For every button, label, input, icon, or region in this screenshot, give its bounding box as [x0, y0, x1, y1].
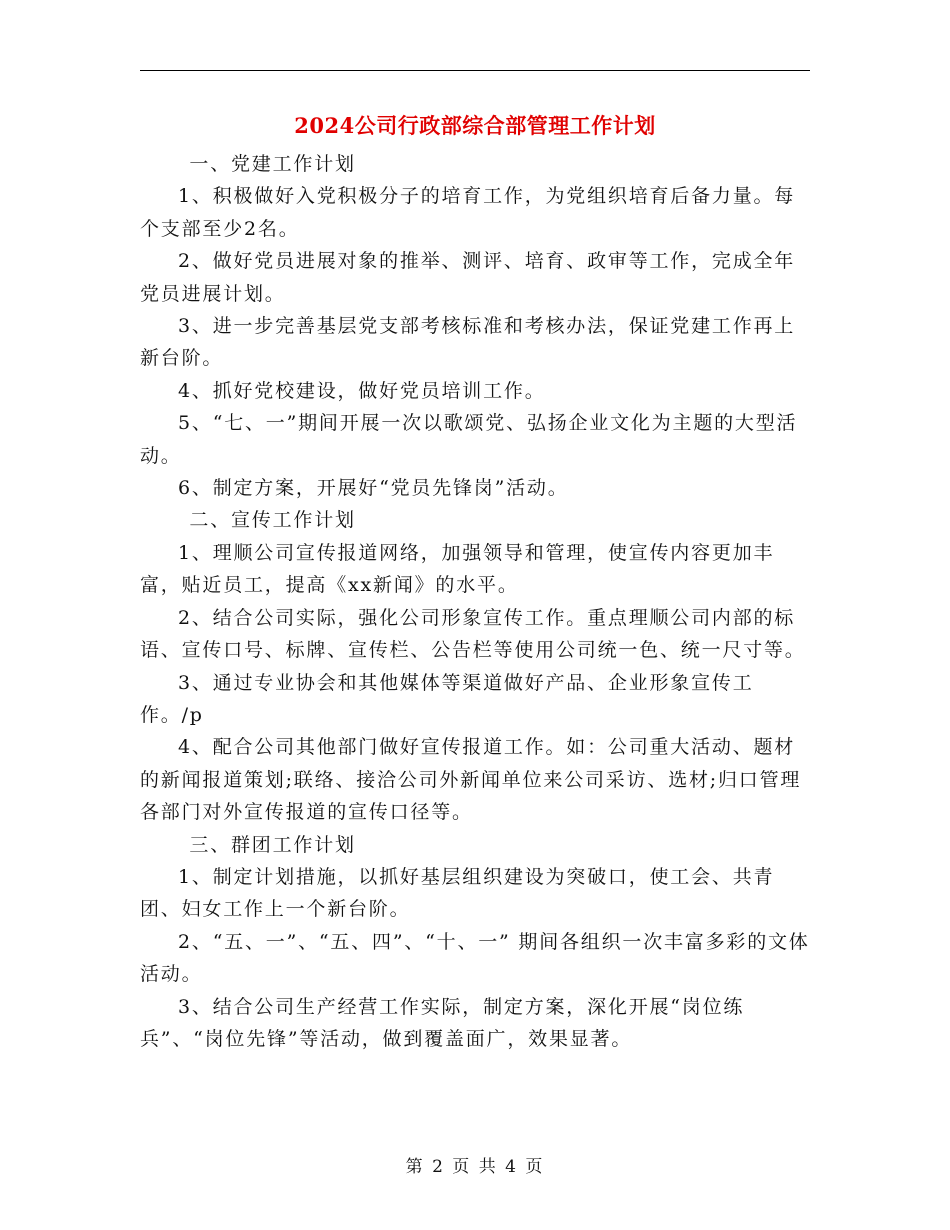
page-number: 第 2 页 共 4 页 [405, 1157, 545, 1177]
paragraph: 2、“五、一”、“五、四”、“十、一” 期间各组织一次丰富多彩的文体活动。 [140, 930, 810, 986]
paragraph: 3、进一步完善基层党支部考核标准和考核办法，保证党建工作再上新台阶。 [140, 315, 796, 370]
paragraph: 2、结合公司实际，强化公司形象宣传工作。重点理顺公司内部的标语、宣传口号、标牌、宣传栏、公告栏等使用公司统一色、统一尺寸等。 [140, 606, 806, 662]
document-body [140, 148, 812, 1055]
paragraph: 6、制定方案，开展好“党员先锋岗”活动。 [178, 477, 569, 500]
paragraph: 3、结合公司生产经营工作实际，制定方案，深化开展“岗位练兵”、“岗位先锋”等活动，做到覆盖面广，效果显著。 [140, 995, 745, 1050]
paragraph: 5、“七、一”期间开展一次以歌颂党、弘扬企业文化为主题的大型活动。 [140, 412, 798, 467]
paragraph: 1、积极做好入党积极分子的培育工作，为党组织培育后备力量。每个支部至少2名。 [140, 185, 796, 240]
paragraph: 1、理顺公司宣传报道网络，加强领导和管理，使宣传内容更加丰富，贴近员工，提高《xx新闻》的水平。 [140, 541, 775, 597]
section-heading-mass-organizations: 三、群团工作计划 [189, 833, 356, 856]
paragraph: 4、配合公司其他部门做好宣传报道工作。如：公司重大活动、题材的新闻报道策划;联络、接洽公司外新闻单位来公司采访、选材;归口管理各部门对外宣传报道的宣传口径等。 [140, 736, 802, 824]
document-title: 2024公司行政部综合部管理工作计划 [294, 113, 656, 138]
section-heading-publicity: 二、宣传工作计划 [189, 509, 356, 532]
paragraph: 2、做好党员进展对象的推举、测评、培育、政审等工作，完成全年党员进展计划。 [140, 250, 796, 305]
section-heading-party-building: 一、党建工作计划 [189, 153, 356, 175]
paragraph: 4、抓好党校建设，做好党员培训工作。 [178, 379, 546, 402]
paragraph: 3、通过专业协会和其他媒体等渠道做好产品、企业形象宣传工作。/p [140, 671, 754, 726]
header-rule [140, 70, 810, 71]
paragraph: 1、制定计划措施，以抓好基层组织建设为突破口，使工会、共青团、妇女工作上一个新台阶。 [140, 865, 775, 921]
